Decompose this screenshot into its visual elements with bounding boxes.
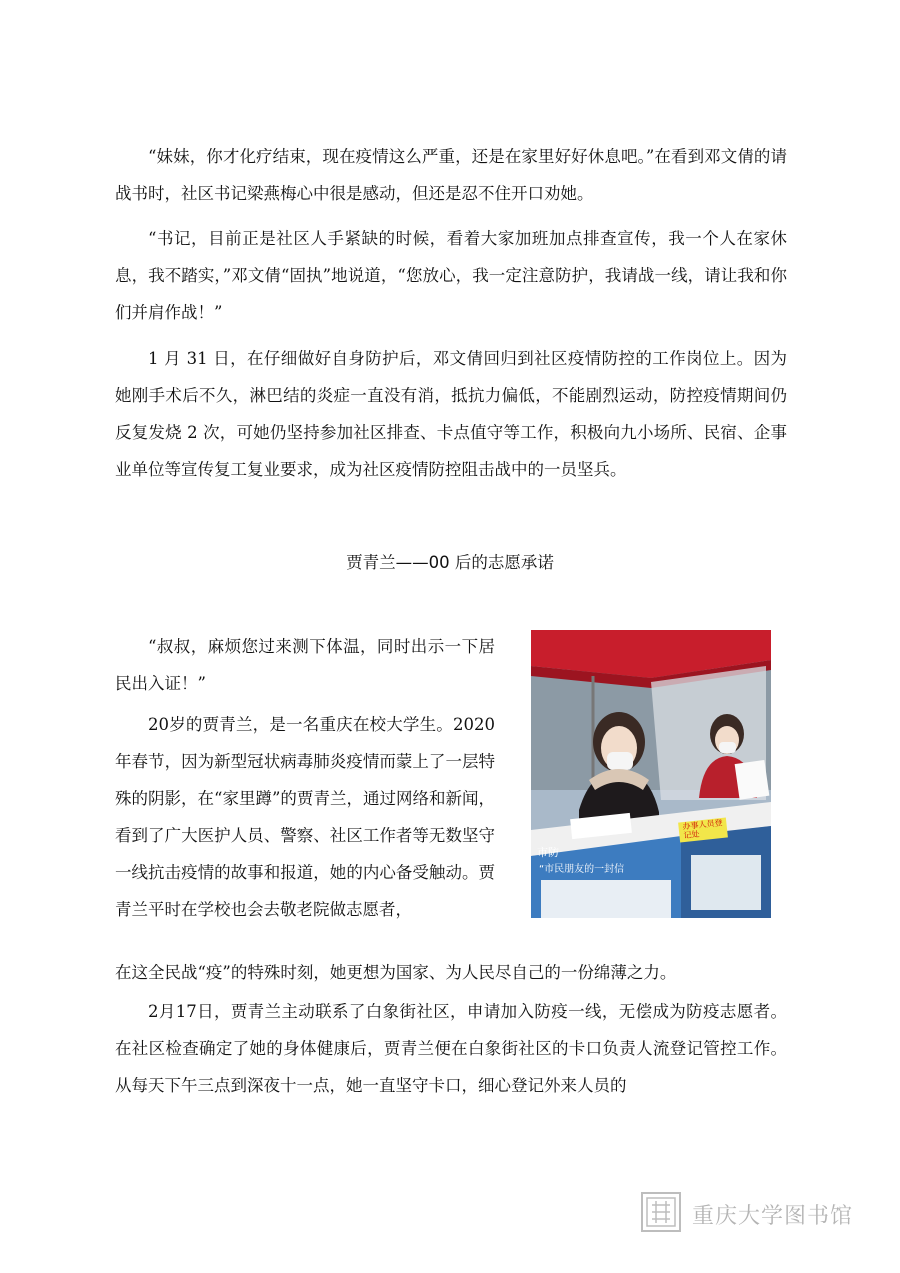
library-seal-icon (640, 1191, 682, 1237)
paragraph-6: 2月17日，贾青兰主动联系了白象街社区，申请加入防疫一线，无偿成为防疫志愿者。在社区检查确定了她的身体健康后，贾青兰便在白象街社区的卡口负责人流登记管控工作。从每天下午三点到深夜十一点，她一直坚守卡口，细心登记外来人员的 (115, 1002, 787, 1095)
section-heading: 贾青兰——00 后的志愿承诺 (346, 553, 554, 572)
paragraph-1: “妹妹，你才化疗结束，现在疫情这么严重，还是在家里好好休息吧。”在看到邓文倩的请战书时，社区书记梁燕梅心中很是感动，但还是忍不住开口劝她。 (115, 147, 787, 203)
photo-banner-line1: 市防 (537, 846, 559, 859)
paragraph-2: “书记，目前正是社区人手紧缺的时候，看着大家加班加点排查宣传，我一个人在家休息，我不踏实，”邓文倩“固执”地说道，“您放心，我一定注意防护，我请战一线，请让我和你们并肩作战！” (115, 229, 787, 322)
paragraph-5: 20岁的贾青兰，是一名重庆在校大学生。2020年春节，因为新型冠状病毒肺炎疫情而蒙上了一层特殊的阴影，在“家里蹲”的贾青兰，通过网络和新闻，看到了广大医护人员、警察、社区工作者等无数坚守一线抗击疫情的故事和报道，她的内心备受触动。贾青兰平时在学校也会去敬老院做志愿者， (115, 715, 495, 919)
volunteer-photo (531, 630, 771, 918)
paragraph-4: “叔叔，麻烦您过来测下体温，同时出示一下居民出入证！” (115, 637, 495, 693)
paragraph-5-continued: 在这全民战“疫”的特殊时刻，她更想为国家、为人民尽自己的一份绵薄之力。 (115, 963, 677, 982)
library-name: 重庆大学图书馆 (692, 1203, 854, 1229)
photo-badge: 办事人员登记处 (682, 818, 723, 841)
library-watermark (640, 1190, 870, 1238)
photo-banner-line2: “市民朋友的一封信 (539, 864, 625, 875)
paragraph-3: 1 月 31 日，在仔细做好自身防护后，邓文倩回归到社区疫情防控的工作岗位上。因为她刚手术后不久，淋巴结的炎症一直没有消，抵抗力偏低，不能剧烈运动，防控疫情期间仍反复发烧 2 次，可她仍坚持参加社区排查、卡点值守等工作，积极向九小场所、民宿、企事业单位等宣传复工复业要求，成为社区疫情防控阻击战中的一员坚兵。 (115, 349, 787, 479)
